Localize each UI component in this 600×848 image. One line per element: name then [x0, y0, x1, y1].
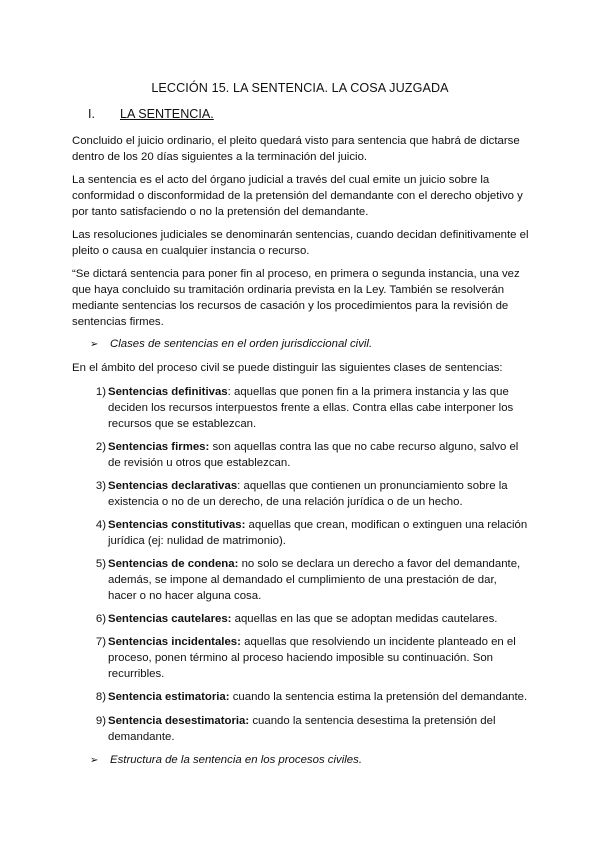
item-number: 7)	[95, 636, 106, 648]
item-term: Sentencias firmes:	[108, 441, 210, 453]
section-heading	[88, 106, 214, 122]
arrow-bullet-icon: ➢	[90, 755, 99, 766]
item-number: 5)	[95, 558, 106, 570]
item-term: Sentencias cautelares:	[108, 613, 232, 625]
item-term: Sentencias incidentales:	[108, 636, 241, 648]
item-desc: no solo se declara un derecho a favor del demandante, además, se impone al demandado el cumplimiento de una prestación de dar, hacer o no hacer alguna cosa.	[108, 558, 521, 602]
paragraph: Las resoluciones judiciales se denominarán sentencias, cuando decidan definitivamente el pleito o causa en cualquier instancia o recurso.	[72, 229, 529, 257]
item-desc: son aquellas contra las que no cabe recurso alguno, salvo el de revisión u otros que establezcan.	[108, 441, 519, 469]
item-term: Sentencias de condena:	[108, 558, 239, 570]
item-term: Sentencias declarativas	[108, 480, 238, 492]
item-number: 1)	[95, 386, 106, 398]
arrow-bullet-icon: ➢	[90, 339, 99, 350]
bullet-text: Clases de sentencias en el orden jurisdiccional civil.	[110, 338, 373, 350]
item-desc: cuando la sentencia estima la pretensión del demandante.	[229, 691, 528, 703]
item-term: Sentencia estimatoria:	[108, 691, 230, 703]
item-number: 2)	[95, 441, 106, 453]
bullet-text: Estructura de la sentencia en los procesos civiles.	[110, 754, 362, 766]
item-desc: cuando la sentencia desestima la pretensión del demandante.	[108, 715, 496, 743]
item-number: 9)	[95, 715, 106, 727]
paragraph: Concluido el juicio ordinario, el pleito quedará visto para sentencia que habrá de dictarse dentro de los 20 días siguientes a la terminación del juicio.	[72, 135, 520, 163]
paragraph: “Se dictará sentencia para poner fin al proceso, en primera o segunda instancia, una vez que haya concluido su tramitación ordinaria prevista en la Ley. También se resolverán mediante sentencias los recursos de casación y los procedimientos para la revisión de sentencias firmes.	[72, 268, 520, 328]
item-term: Sentencia desestimatoria:	[108, 715, 250, 727]
paragraph: La sentencia es el acto del órgano judicial a través del cual emite un juicio sobre la conformidad o disconformidad de la pretensión del demandante con el derecho objetivo y por tanto satisfaciendo o no la pretensión del demandante.	[72, 174, 523, 218]
item-desc: aquellas que resolviendo un incidente planteado en el proceso, ponen término al proceso haciendo imposible su continuación. Son recurribles.	[108, 636, 516, 680]
item-desc: aquellas en las que se adoptan medidas cautelares.	[231, 613, 498, 625]
item-term: Sentencias constitutivas:	[108, 519, 246, 531]
item-number: 4)	[95, 519, 106, 531]
item-term: Sentencias definitivas	[108, 386, 228, 398]
section-title: LA SENTENCIA.	[120, 107, 214, 121]
item-desc: : aquellas que ponen fin a la primera instancia y las que deciden los recursos interpuestos frente a ellas. Contra ellas cabe interponer los recursos que se establezcan.	[108, 386, 514, 430]
item-number: 8)	[95, 691, 106, 703]
bullet-heading	[90, 336, 530, 353]
item-number: 6)	[95, 613, 106, 625]
item-desc: : aquellas que contienen un pronunciamiento sobre la existencia o no de un derecho, de una relación jurídica o de un hecho.	[108, 480, 508, 508]
item-desc: aquellas que crean, modifican o extinguen una relación jurídica (ej: nulidad de matrimonio).	[108, 519, 528, 547]
item-number: 3)	[95, 480, 106, 492]
list-intro: En el ámbito del proceso civil se puede distinguir las siguientes clases de sentencias:	[72, 362, 503, 374]
section-number: I.	[88, 107, 95, 121]
page-title: LECCIÓN 15. LA SENTENCIA. LA COSA JUZGADA	[151, 81, 449, 95]
bullet-heading	[90, 752, 530, 769]
